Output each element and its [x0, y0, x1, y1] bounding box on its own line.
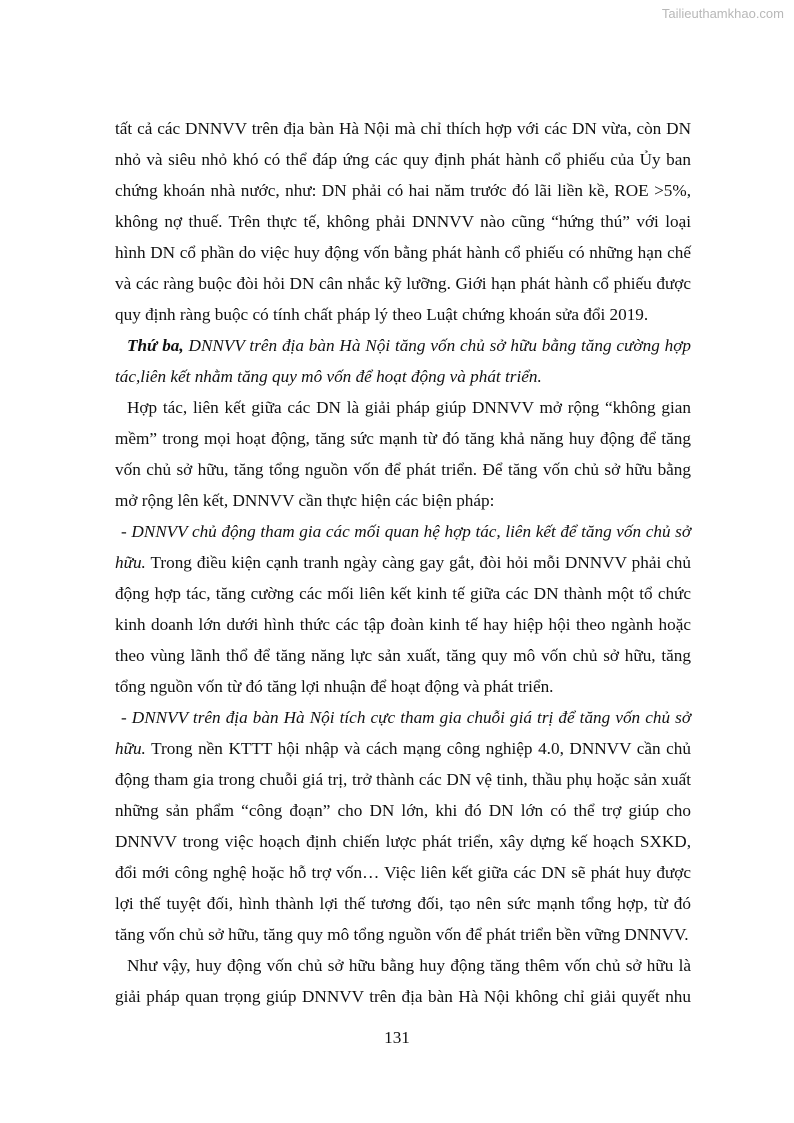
bullet-heading: - DNNVV trên địa bàn Hà Nội tích cực tham gia chuỗi giá trị để tăng vốn chủ sở hữu.: [115, 708, 691, 758]
paragraph-text: tất cả các DNNVV trên địa bàn Hà Nội mà chỉ thích hợp với các DN vừa, còn DN nhỏ và siêu nhỏ khó có thể đáp ứng các quy định phát hành cổ phiếu của Ủy ban chứng khoán nhà nước, như: DN phải có hai năm trước đó lãi liền kề, ROE >5%, không nợ thuế. Trên thực tế, không phải DNNVV nào cũng “hứng thú” với loại hình DN cổ phần do việc huy động vốn bằng phát hành cổ phiếu có những hạn chế và các ràng buộc đòi hỏi DN cân nhắc kỹ lưỡng. Giới hạn phát hành cổ phiếu được quy định ràng buộc có tính chất pháp lý theo Luật chứng khoán sửa đổi 2019.: [115, 119, 691, 324]
document-body: [115, 113, 691, 1012]
section-lead-text: DNNVV trên địa bàn Hà Nội tăng vốn chủ sở hữu bằng tăng cường hợp tác,liên kết nhằm tăng quy mô vốn để hoạt động và phát triển.: [115, 336, 691, 386]
paragraph-third-solution: [115, 330, 691, 392]
bullet-value-chain: [115, 702, 691, 950]
section-lead-label: Thứ ba,: [127, 336, 184, 355]
page-number: 131: [384, 1028, 410, 1047]
paragraph-conclusion: [115, 950, 691, 1012]
bullet-text: Trong điều kiện cạnh tranh ngày càng gay gắt, đòi hỏi mỗi DNNVV phải chủ động hợp tác, tăng cường các mối liên kết kinh tế giữa các DN thành một tổ chức kinh doanh lớn dưới hình thức các tập đoàn kinh tế hay hiệp hội theo ngành hoặc theo vùng lãnh thổ để tăng năng lực sản xuất, tăng quy mô vốn chủ sở hữu, tăng tổng nguồn vốn từ đó tăng lợi nhuận để hoạt động và phát triển.: [115, 553, 691, 696]
watermark-text: Tailieuthamkhao.com: [661, 6, 784, 21]
paragraph-text: Hợp tác, liên kết giữa các DN là giải pháp giúp DNNVV mở rộng “không gian mềm” trong mọi hoạt động, tăng sức mạnh từ đó tăng khả năng huy động để tăng vốn chủ sở hữu, tăng tổng nguồn vốn để phát triển. Để tăng vốn chủ sở hữu bằng mở rộng lên kết, DNNVV cần thực hiện các biện pháp:: [115, 398, 691, 510]
bullet-proactive-cooperation: [115, 516, 691, 702]
paragraph-cooperation-intro: [115, 392, 691, 516]
bullet-heading: - DNNVV chủ động tham gia các mối quan hệ hợp tác, liên kết để tăng vốn chủ sở hữu.: [115, 522, 691, 572]
paragraph-share-issuance-limits: [115, 113, 691, 330]
paragraph-text: Như vậy, huy động vốn chủ sở hữu bằng huy động tăng thêm vốn chủ sở hữu là giải pháp quan trọng giúp DNNVV trên địa bàn Hà Nội không chỉ giải quyết nhu: [115, 956, 691, 1006]
bullet-text: Trong nền KTTT hội nhập và cách mạng công nghiệp 4.0, DNNVV cần chủ động tham gia trong chuỗi giá trị, trở thành các DN vệ tinh, thầu phụ hoặc sản xuất những sản phẩm “công đoạn” cho DN lớn, khi đó DN lớn có thể trợ giúp cho DNNVV trong việc hoạch định chiến lược phát triển, xây dựng kế hoạch SXKD, đổi mới công nghệ hoặc hỗ trợ vốn… Việc liên kết giữa các DN sẽ phát huy được lợi thế tuyệt đối, hình thành lợi thế tương đối, tạo nên sức mạnh tổng hợp, từ đó tăng vốn chủ sở hữu, tăng quy mô tổng nguồn vốn để phát triển bền vững DNNVV.: [115, 739, 691, 944]
